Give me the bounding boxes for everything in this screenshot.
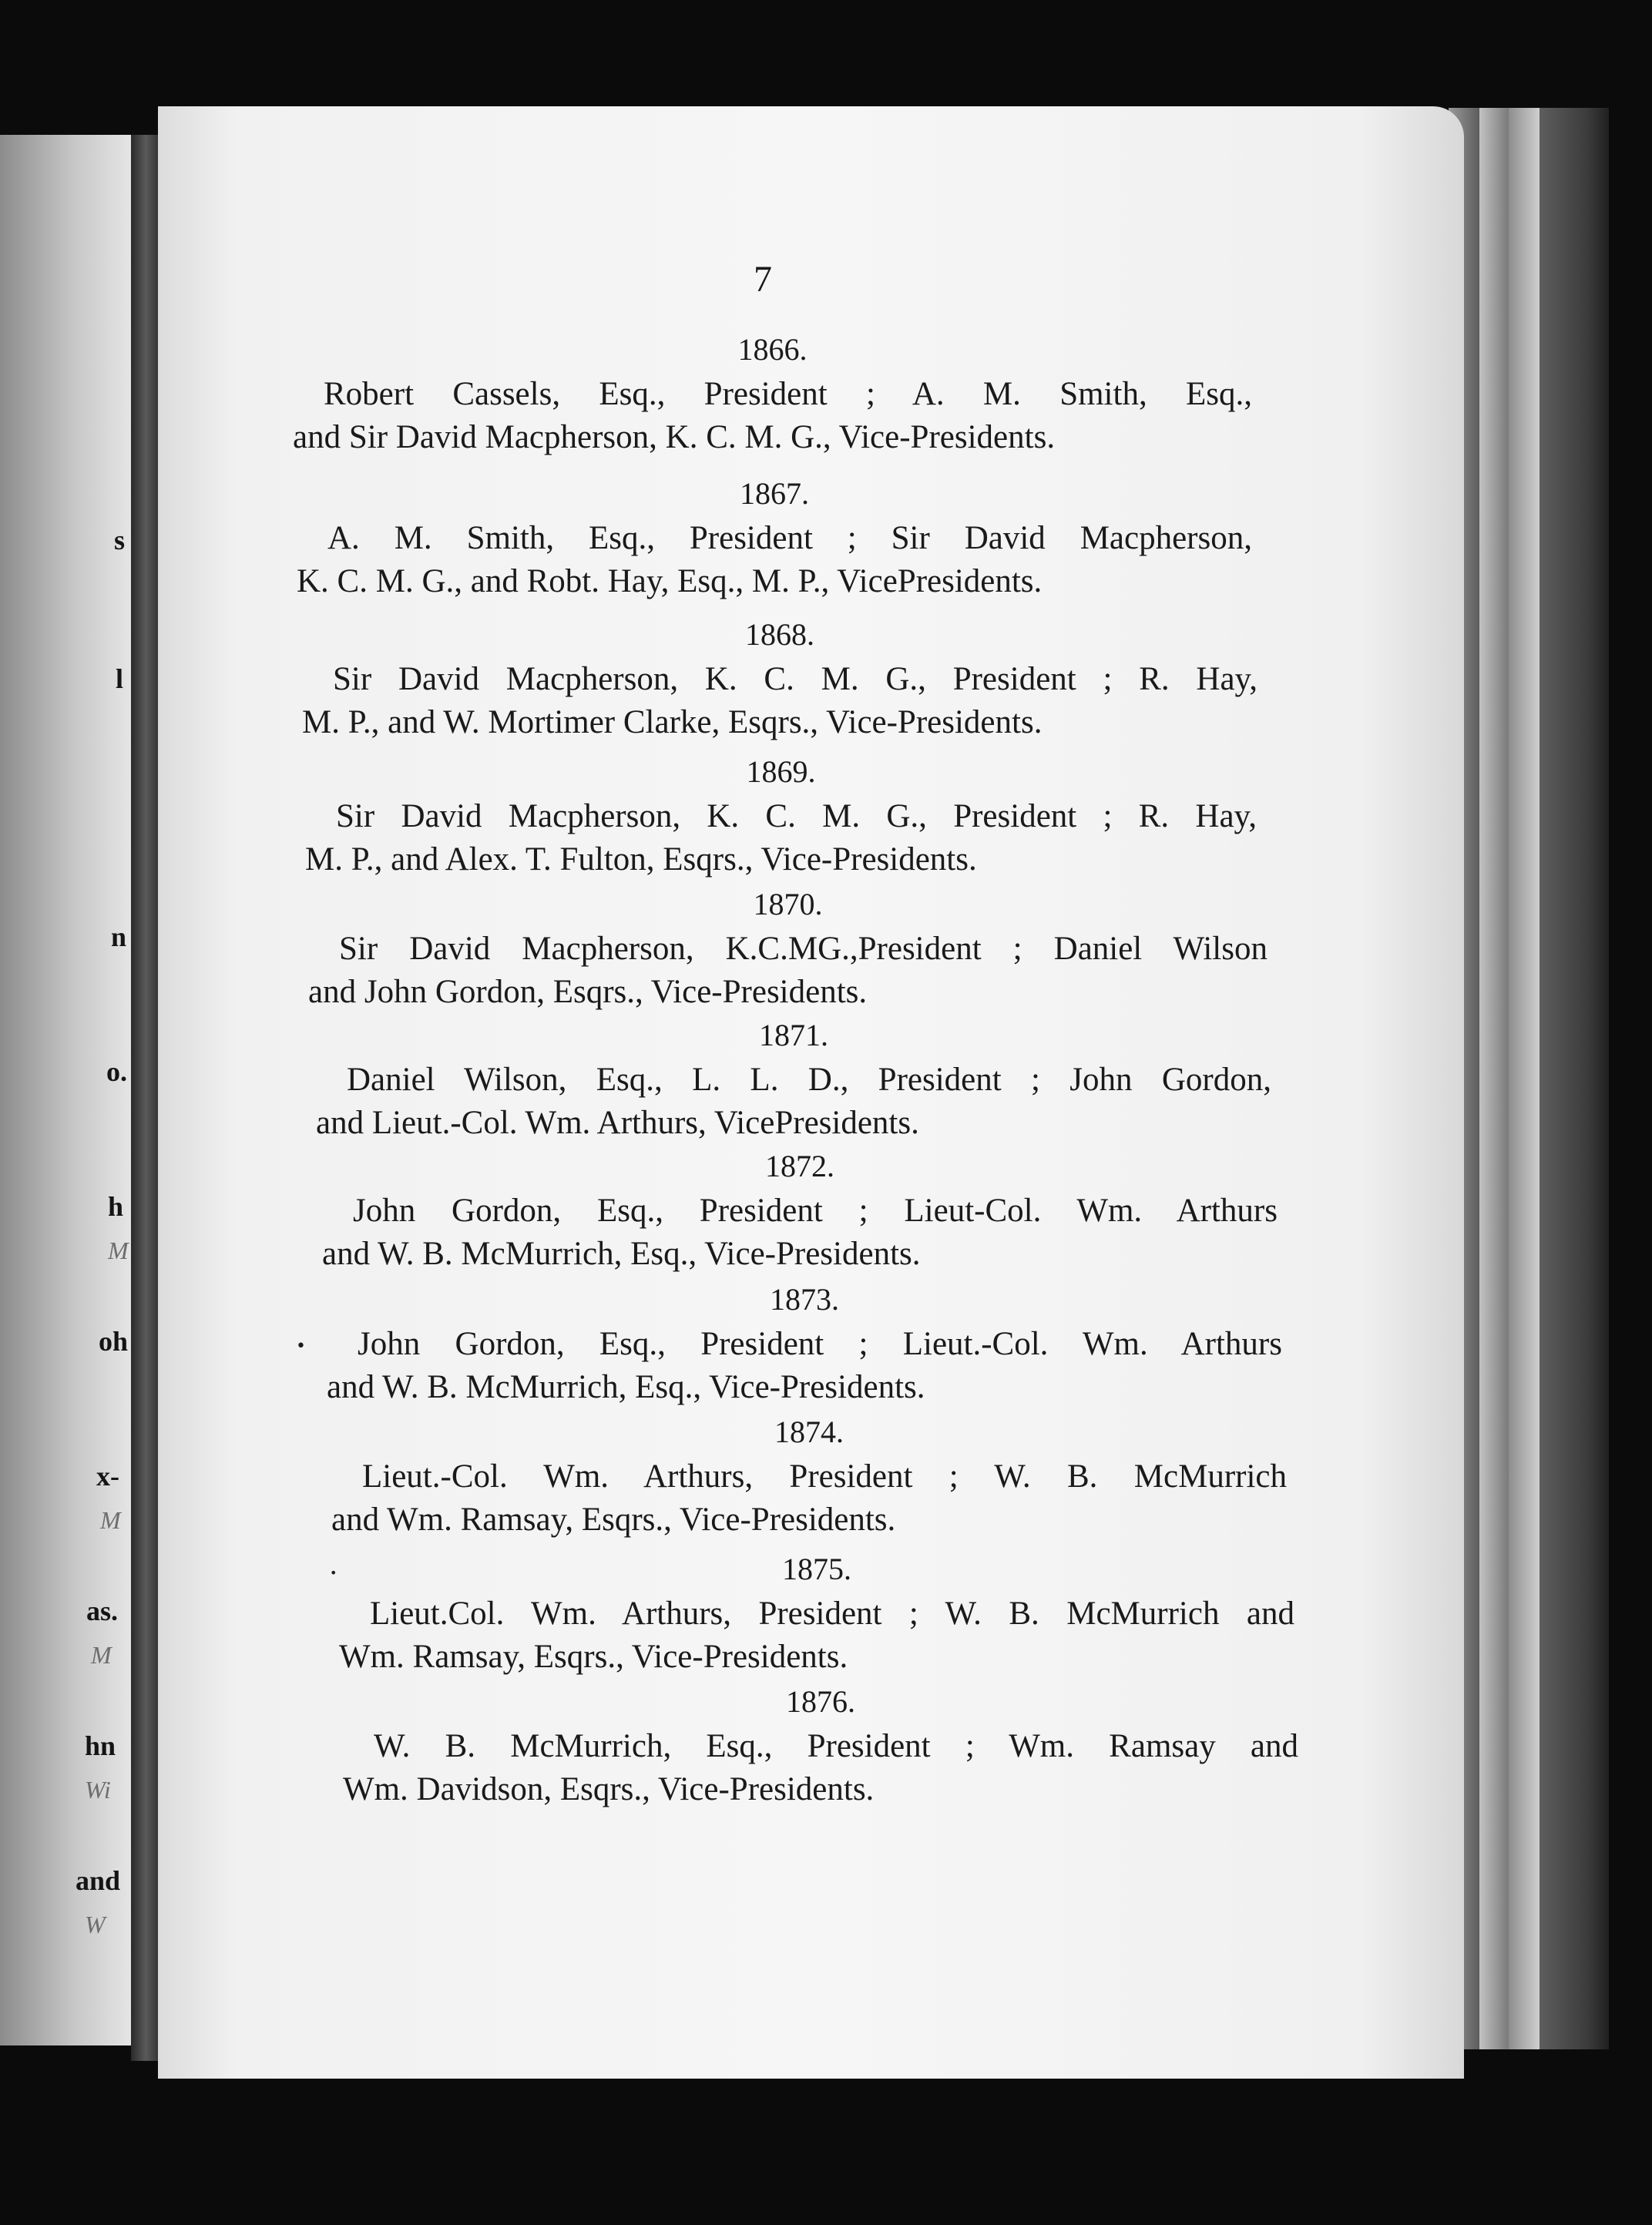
print-speck: • [296, 1337, 306, 1356]
left-margin-fragment: M [91, 1641, 112, 1669]
entry-year: 1868. [745, 617, 814, 652]
entry-line: Lieut.Col. Wm. Arthurs, President ; W. B. McMurrich and [370, 1596, 1294, 1632]
entry-line: and W. B. McMurrich, Esq., Vice-Presidents. [322, 1236, 921, 1272]
entry-line: K. C. M. G., and Robt. Hay, Esq., M. P., VicePresidents. [297, 563, 1043, 599]
officer-entry [327, 1281, 1282, 1409]
page-stack-edge [1479, 108, 1509, 2049]
entry-line: A. M. Smith, Esq., President ; Sir David Macpherson, [327, 520, 1252, 556]
left-margin-fragment: oh [99, 1326, 129, 1357]
officer-entry [322, 1148, 1278, 1276]
entry-line: Sir David Macpherson, K.C.MG.,President ; Daniel Wilson [339, 931, 1268, 967]
entry-line: Sir David Macpherson, K. C. M. G., President ; R. Hay, [336, 798, 1257, 834]
officer-entry [316, 1017, 1271, 1145]
entry-line: John Gordon, Esq., President ; Lieut.-Col. Wm. Arthurs [358, 1326, 1282, 1362]
left-margin-fragment: o. [106, 1056, 127, 1087]
left-margin-fragment: h [108, 1191, 124, 1222]
left-margin-fragment: x- [96, 1461, 119, 1492]
entry-year: 1869. [746, 754, 816, 789]
officer-entry [293, 331, 1252, 459]
left-margin-fragment: as. [86, 1596, 119, 1626]
entry-line: Sir David Macpherson, K. C. M. G., President ; R. Hay, [333, 661, 1257, 697]
officer-entry [308, 886, 1268, 1014]
entry-line: Lieut.-Col. Wm. Arthurs, President ; W. B. McMurrich [362, 1458, 1287, 1495]
entry-line: Robert Cassels, Esq., President ; A. M. Smith, Esq., [324, 376, 1252, 412]
print-speck: • [330, 1566, 337, 1580]
officer-entry [343, 1683, 1298, 1811]
left-margin-fragment: l [116, 663, 124, 694]
left-margin-fragment: Wi [85, 1776, 111, 1804]
entry-year: 1875. [782, 1552, 851, 1586]
entry-year: 1866. [737, 332, 808, 367]
entry-year: 1871. [759, 1018, 828, 1052]
left-margin-fragment: W [85, 1911, 106, 1938]
facing-page-left [0, 135, 137, 2045]
officer-entry [331, 1414, 1287, 1542]
entry-line: and Wm. Ramsay, Esqrs., Vice-Presidents. [331, 1502, 896, 1538]
book-cover-edge [1540, 108, 1609, 2049]
entry-line: M. P., and W. Mortimer Clarke, Esqrs., Vice-Presidents. [302, 704, 1043, 740]
entry-year: 1867. [740, 476, 809, 511]
entry-year: 1874. [774, 1415, 844, 1449]
entry-year: 1876. [786, 1684, 855, 1719]
entry-line: Wm. Davidson, Esqrs., Vice-Presidents. [343, 1771, 875, 1807]
entry-line: W. B. McMurrich, Esq., President ; Wm. Ramsay and [374, 1728, 1298, 1764]
left-margin-fragment: s [114, 525, 126, 555]
entry-year: 1873. [770, 1282, 839, 1317]
entry-line: and Lieut.-Col. Wm. Arthurs, VicePresidents. [316, 1105, 919, 1141]
officer-entry [302, 616, 1257, 744]
entry-line: John Gordon, Esq., President ; Lieut-Col. Wm. Arthurs [353, 1193, 1278, 1229]
officer-entry [339, 1551, 1294, 1679]
entry-line: Daniel Wilson, Esq., L. L. D., President ; John Gordon, [347, 1062, 1271, 1098]
page-number: 7 [754, 259, 772, 300]
page-stack-edge [1509, 108, 1540, 2049]
left-margin-fragment: M [100, 1506, 121, 1534]
entry-line: and Sir David Macpherson, K. C. M. G., Vice-Presidents. [293, 419, 1056, 455]
left-margin-fragment: and [76, 1865, 121, 1896]
officer-entry [305, 753, 1257, 881]
entry-year: 1872. [765, 1149, 834, 1183]
entry-line: M. P., and Alex. T. Fulton, Esqrs., Vice-Presidents. [305, 841, 977, 878]
left-margin-fragment: M [108, 1237, 129, 1264]
left-margin-fragment: n [111, 921, 127, 952]
entry-line: and John Gordon, Esqrs., Vice-Presidents. [308, 974, 868, 1010]
officer-entry [297, 475, 1252, 603]
left-margin-fragment: hn [85, 1730, 116, 1761]
entry-line: and W. B. McMurrich, Esq., Vice-Presidents. [327, 1369, 925, 1405]
entry-line: Wm. Ramsay, Esqrs., Vice-Presidents. [339, 1639, 848, 1675]
entry-year: 1870. [753, 887, 823, 921]
